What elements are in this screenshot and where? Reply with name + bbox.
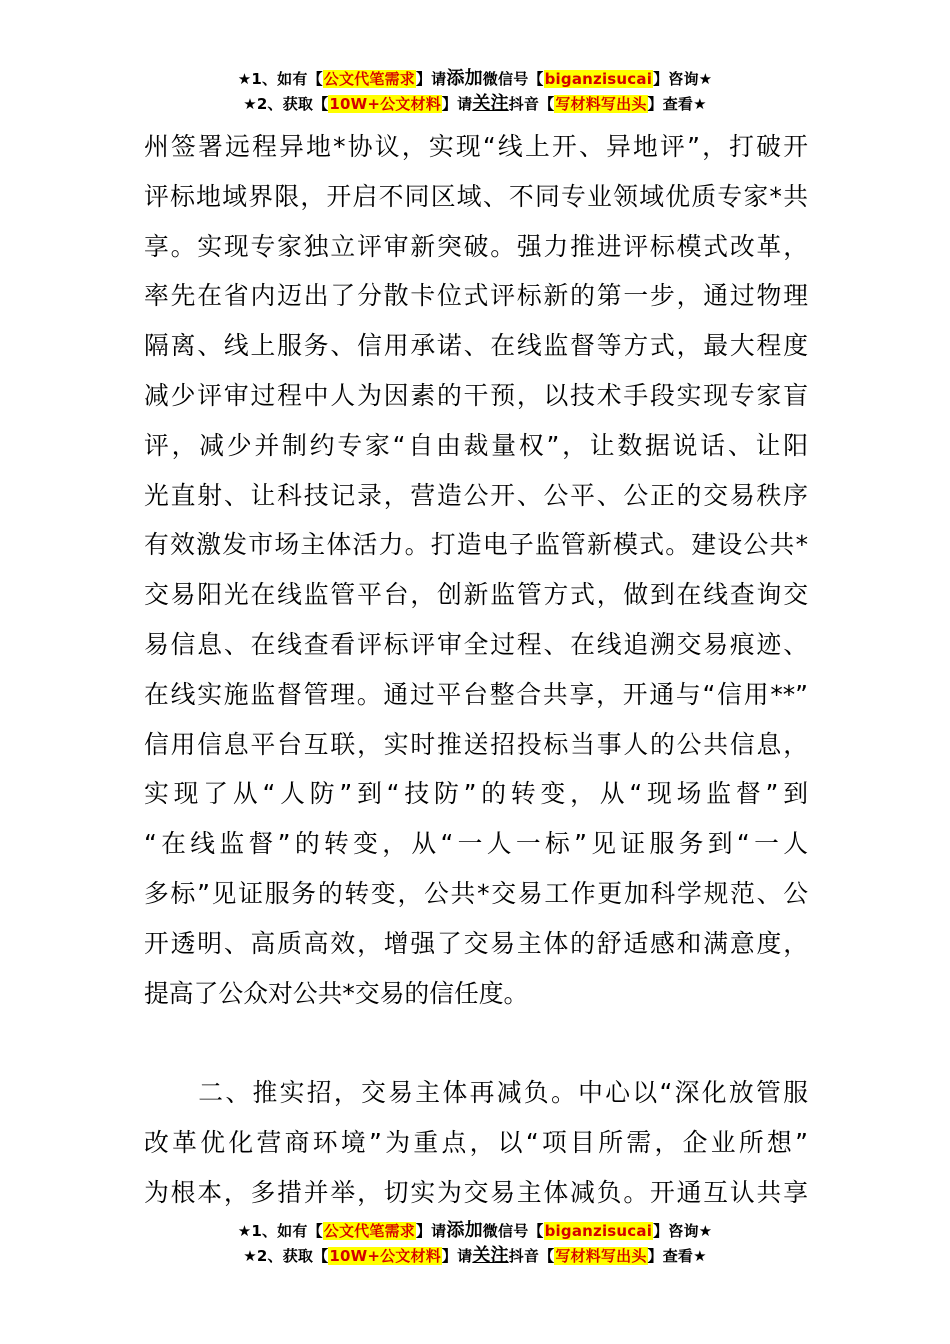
text-line: 提高了公众对公共*交易的信任度。 — [144, 978, 529, 1008]
text-line: 实现了从“人防”到“技防”的转变，从“现场监督”到 — [144, 779, 808, 809]
banner-emphasis: 添加 — [446, 1220, 483, 1241]
banner-text: 】咨询★ — [653, 1222, 713, 1240]
banner-text: 】请 — [415, 1222, 447, 1240]
text-line: 为根本，多措并举，切实为交易主体减负。开通互认共享 — [144, 1177, 808, 1207]
banner-text: ★2、获取【 — [243, 1247, 329, 1265]
banner-highlight: 公文代笔需求 — [323, 1222, 415, 1240]
banner-text: 抖音【 — [508, 1247, 555, 1265]
text-line: 信用信息平台互联，实时推送招投标当事人的公共信息， — [144, 729, 808, 759]
text-line: 评标地域界限，开启不同区域、不同专业领域优质专家*共 — [144, 181, 808, 211]
banner-line-1 — [0, 68, 950, 93]
text-line: 光直射、让科技记录，营造公开、公平、公正的交易秩序 — [144, 480, 808, 510]
text-line: 开透明、高质高效，增强了交易主体的舒适感和满意度， — [144, 928, 808, 958]
banner-text: 】请 — [415, 70, 447, 88]
banner-text: ★2、获取【 — [243, 95, 329, 113]
text-line: “在线监督”的转变，从“一人一标”见证服务到“一人 — [144, 829, 808, 859]
banner-text: 】请 — [441, 95, 473, 113]
text-line: 有效激发市场主体活力。打造电子监管新模式。建设公共* — [144, 530, 808, 560]
banner-line-2 — [0, 93, 950, 118]
banner-text: 微信号【 — [482, 70, 544, 88]
paragraph-1 — [144, 122, 808, 1018]
banner-douyin-id: 写材料写出头 — [555, 1247, 647, 1265]
text-line: 减少评审过程中人为因素的干预，以技术手段实现专家盲 — [144, 380, 808, 410]
text-line: 隔离、线上服务、信用承诺、在线监督等方式，最大程度 — [144, 331, 808, 361]
banner-text: 抖音【 — [508, 95, 555, 113]
banner-emphasis: 关注 — [472, 1245, 509, 1266]
text-line: 评，减少并制约专家“自由裁量权”，让数据说话、让阳 — [144, 430, 808, 460]
banner-highlight: 10W+公文材料 — [329, 95, 441, 113]
banner-line-2 — [0, 1245, 950, 1270]
banner-douyin-id: 写材料写出头 — [555, 95, 647, 113]
banner-highlight: 公文代笔需求 — [323, 70, 415, 88]
banner-wechat-id: biganzisucai — [544, 1222, 653, 1240]
banner-emphasis: 添加 — [446, 68, 483, 89]
banner-text: 】请 — [441, 1247, 473, 1265]
banner-text: 微信号【 — [482, 1222, 544, 1240]
banner-line-1 — [0, 1220, 950, 1245]
banner-highlight: 10W+公文材料 — [329, 1247, 441, 1265]
banner-emphasis: 关注 — [472, 93, 509, 114]
text-line: 二、推实招，交易主体再减负。中心以“深化放管服 — [144, 1078, 808, 1107]
text-line: 在线实施监督管理。通过平台整合共享，开通与“信用**” — [144, 679, 808, 709]
banner-text: ★1、如有【 — [237, 70, 323, 88]
text-line: 易信息、在线查看评标评审全过程、在线追溯交易痕迹、 — [144, 629, 808, 659]
header-banner — [0, 68, 950, 118]
banner-text: 】查看★ — [647, 1247, 707, 1265]
paragraph-2 — [144, 1068, 808, 1217]
text-line: 交易阳光在线监管平台，创新监管方式，做到在线查询交 — [144, 580, 808, 610]
banner-wechat-id: biganzisucai — [544, 70, 653, 88]
text-line: 享。实现专家独立评审新突破。强力推进评标模式改革， — [144, 231, 808, 261]
banner-text: 】查看★ — [647, 95, 707, 113]
text-line: 率先在省内迈出了分散卡位式评标新的第一步，通过物理 — [144, 281, 808, 311]
footer-banner — [0, 1220, 950, 1270]
text-line: 改革优化营商环境”为重点，以“项目所需，企业所想” — [144, 1127, 808, 1157]
banner-text: 】咨询★ — [653, 70, 713, 88]
text-line: 多标”见证服务的转变，公共*交易工作更加科学规范、公 — [144, 878, 808, 908]
banner-text: ★1、如有【 — [237, 1222, 323, 1240]
text-line: 州签署远程异地*协议，实现“线上开、异地评”，打破开 — [144, 132, 808, 161]
